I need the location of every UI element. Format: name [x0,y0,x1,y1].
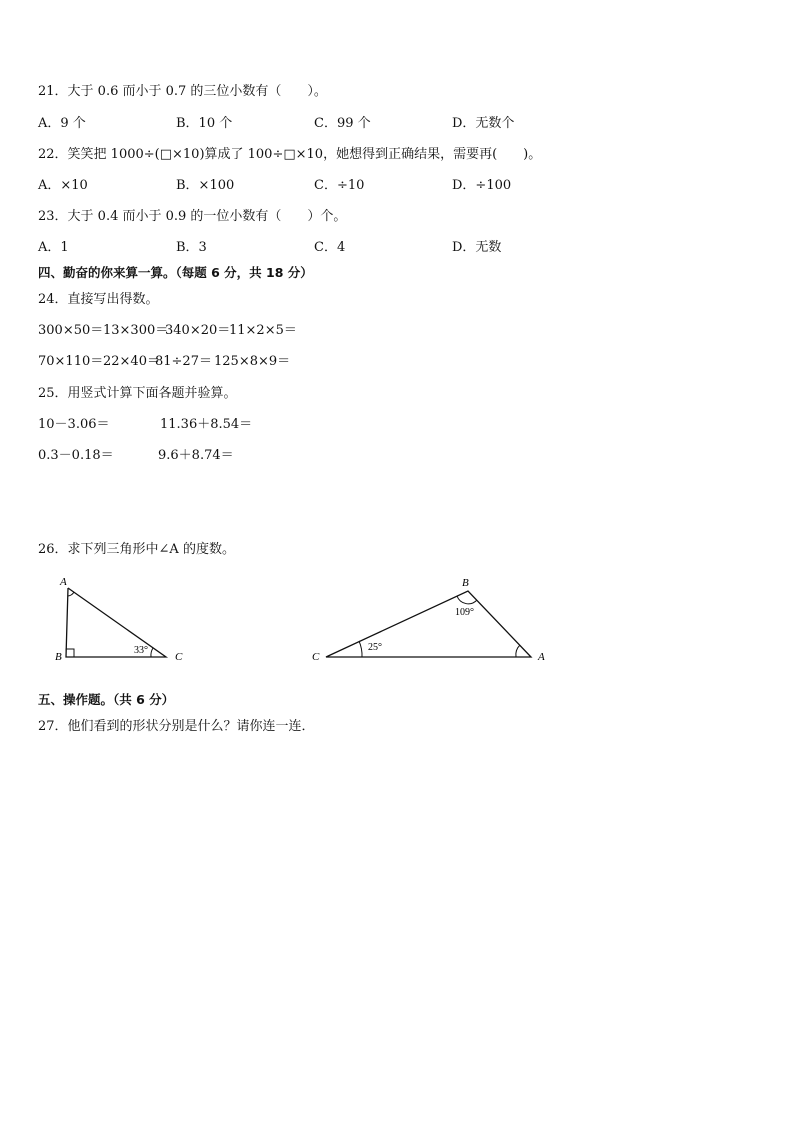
angle-33: 33° [134,645,148,656]
label-a: A [60,576,67,588]
section-5-title: 五、操作题。（共 6 分） [38,692,175,707]
angle-a-arc [68,592,74,596]
angle-109: 109° [455,607,474,618]
q21-question: 21．大于 0.6 而小于 0.7 的三位小数有（ ）。 [38,84,327,99]
q24-r1-item: 13×300＝ [103,323,169,338]
q25-r2-item: 0.3－0.18＝ [38,448,114,463]
q24-r2-item: 81÷27＝ [155,354,212,369]
q21-option-a: A．9 个 [38,116,86,131]
section-4-title: 四、勤奋的你来算一算。（每题 6 分，共 18 分） [38,265,313,280]
q25-r2-item: 9.6＋8.74＝ [158,448,234,463]
q22-question: 22．笑笑把 1000÷(□×10)算成了 100÷□×10，她想得到正确结果，需要再( )。 [38,147,542,162]
q22-option-b: B．×100 [176,178,235,193]
q22-option-d: D．÷100 [452,178,512,193]
q25-r1-item: 11.36＋8.54＝ [160,417,253,432]
q23-option-d: D．无数 [452,240,502,255]
q23-option-c: C．4 [314,240,346,255]
angle-25: 25° [368,642,382,653]
q24-r1-item: 11×2×5＝ [229,323,297,338]
q24-r2-item: 22×40＝ [103,354,160,369]
q25-r1-item: 10－3.06＝ [38,417,110,432]
triangle-1 [55,576,183,663]
triangle-2-shape [326,591,531,657]
q24-r1-item: 300×50＝ [38,323,104,338]
q24-r2-item: 125×8×9＝ [214,354,291,369]
q22-option-a: A．×10 [38,178,88,193]
q21-option-d: D．无数个 [452,116,515,131]
q24-r1-item: 340×20＝ [165,323,231,338]
q21-option-b: B．10 个 [176,116,233,131]
q22-option-c: C．÷10 [314,178,365,193]
triangle-2 [312,577,545,663]
label-a2: A [538,651,545,663]
q24-question: 24．直接写出得数。 [38,292,159,307]
q27-question: 27．他们看到的形状分别是什么？请你连一连． [38,719,315,734]
triangle-1-shape [66,588,166,657]
label-b: B [55,651,62,663]
label-b2: B [462,577,469,589]
angle-c2-arc [359,641,362,657]
angle-a2-arc [516,645,520,657]
q23-option-b: B．3 [176,240,207,255]
q26-question: 26．求下列三角形中∠A 的度数。 [38,542,235,557]
angle-c-arc [151,648,153,657]
q21-option-c: C．99 个 [314,116,371,131]
label-c2: C [312,651,320,663]
q23-question: 23．大于 0.4 而小于 0.9 的一位小数有（ ）个。 [38,209,347,224]
right-angle-marker [66,649,74,657]
q23-option-a: A．1 [38,240,69,255]
q24-r2-item: 70×110＝ [38,354,104,369]
q25-question: 25．用竖式计算下面各题并验算。 [38,386,237,401]
label-c: C [175,651,183,663]
